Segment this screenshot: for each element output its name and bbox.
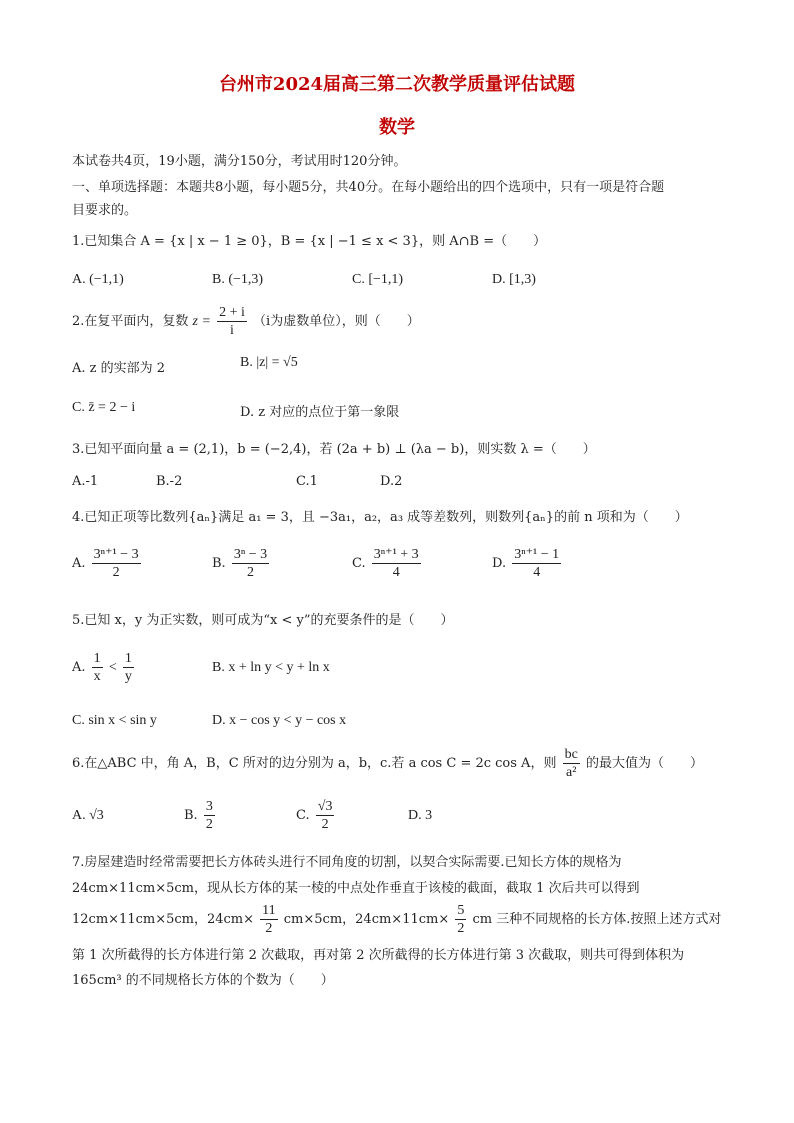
q1-option-b: B. (−1,3) xyxy=(212,272,264,287)
question-4-stem: 4.已知正项等比数列{aₙ}满足 a₁ = 3，且 −3a₁，a₂，a₃ 成等差数列，则数列{aₙ}的前 n 项和为（ ） xyxy=(72,510,688,525)
q4-option-c-label: C. xyxy=(352,556,366,571)
q6-option-b-label: B. xyxy=(184,808,198,823)
q5-option-a-left-den: x xyxy=(93,669,101,684)
q4-option-d-den: 4 xyxy=(533,565,541,580)
question-7-line-3 xyxy=(72,902,721,937)
q5-option-a-left-num: 1 xyxy=(93,651,101,666)
q4-option-b-fraction xyxy=(232,546,269,581)
q2-suffix: （i为虚数单位），则（ ） xyxy=(253,314,420,329)
question-7-line-4: 第 1 次所截得的长方体进行第 2 次截取，再对第 2 次所截得的长方体进行第 3 次截取，则共可得到体积为 xyxy=(72,948,685,963)
q4-option-a-fraction xyxy=(92,546,141,581)
q1-option-a: A. (−1,1) xyxy=(72,272,124,287)
q1-option-d: D. [1,3) xyxy=(492,272,536,287)
q6-option-a-value: √3 xyxy=(89,808,104,823)
subject-title: 数学 xyxy=(379,117,415,138)
q7-fraction-1-num: 11 xyxy=(262,903,276,918)
q7-fraction-1 xyxy=(260,902,277,937)
q6-suffix: 的最大值为（ ） xyxy=(585,756,703,771)
exam-info: 本试卷共4页，19小题，满分150分，考试用时120分钟。 xyxy=(72,154,407,169)
q6-prefix: 6.在△ABC 中，角 A，B，C 所对的边分别为 a，b，c.若 a cos C = 2c cos A，则 xyxy=(72,756,557,771)
q2-option-c: C. z̄ = 2 − i xyxy=(72,400,136,415)
q6-option-d-label: D. xyxy=(408,808,422,823)
q7-fraction-2-den: 2 xyxy=(457,921,465,936)
exam-title: 台州市2024届高三第二次教学质量评估试题 xyxy=(218,74,576,95)
q2-fraction-den: i xyxy=(230,323,234,338)
q5-option-a-op: < xyxy=(108,660,117,675)
q4-option-d-label: D. xyxy=(492,556,507,571)
q5-option-a-right-num: 1 xyxy=(124,651,132,666)
q4-option-c xyxy=(352,546,423,581)
q6-option-b xyxy=(184,798,217,833)
q4-option-c-den: 4 xyxy=(392,565,400,580)
q6-fraction xyxy=(563,746,580,781)
q6-option-c-fraction xyxy=(316,798,335,833)
q6-option-c xyxy=(296,798,336,833)
q2-option-d: D. z 对应的点位于第一象限 xyxy=(240,405,400,420)
q4-option-a-label: A. xyxy=(72,556,86,571)
q5-option-d: D. x − cos y < y − cos x xyxy=(212,713,347,728)
q6-option-c-label: C. xyxy=(296,808,310,823)
q4-option-b xyxy=(212,546,271,581)
q4-option-b-num: 3ⁿ − 3 xyxy=(233,547,268,562)
q4-option-b-den: 2 xyxy=(246,565,254,580)
q3-option-d: D.2 xyxy=(380,474,403,489)
section-heading-cont: 目要求的。 xyxy=(72,203,138,218)
q7-fraction-1-den: 2 xyxy=(265,921,273,936)
q6-option-d-value: 3 xyxy=(425,808,433,823)
q5-option-a-right-den: y xyxy=(124,669,132,684)
q4-option-a-num: 3ⁿ⁺¹ − 3 xyxy=(93,547,139,562)
q6-option-b-den: 2 xyxy=(205,817,213,832)
q4-option-b-label: B. xyxy=(212,556,226,571)
q6-option-d xyxy=(408,808,432,824)
q4-option-d xyxy=(492,546,563,581)
q5-option-a-label: A. xyxy=(72,660,86,675)
q6-option-b-num: 3 xyxy=(205,799,213,814)
q2-fraction xyxy=(217,304,247,339)
q4-option-c-num: 3ⁿ⁺¹ + 3 xyxy=(373,547,419,562)
q4-option-c-fraction xyxy=(372,546,421,581)
question-7-line-5: 165cm³ 的不同规格长方体的个数为（ ） xyxy=(72,973,334,988)
q6-fraction-num: bc xyxy=(564,747,578,762)
q4-option-d-num: 3ⁿ⁺¹ − 1 xyxy=(514,547,560,562)
q7-fraction-2 xyxy=(455,902,466,937)
q3-option-b: B.-2 xyxy=(156,474,183,489)
q7-line3-part-c: cm 三种不同规格的长方体.按照上述方式对 xyxy=(472,912,722,927)
q7-line3-part-a: 12cm×11cm×5cm，24cm× xyxy=(72,912,255,927)
q5-option-b: B. x + ln y < y + ln x xyxy=(212,660,330,675)
q5-option-a xyxy=(72,650,136,685)
q6-option-c-num: √3 xyxy=(317,799,333,814)
q2-option-b: B. |z| = √5 xyxy=(240,355,298,370)
section-heading: 一、单项选择题：本题共8小题，每小题5分，共40分。在每小题给出的四个选项中，只有一项是符合题 xyxy=(72,180,665,195)
q6-option-a-label: A. xyxy=(72,808,86,823)
q2-prefix: 2.在复平面内，复数 xyxy=(72,314,189,329)
question-1-stem: 1.已知集合 A = {x | x − 1 ≥ 0}，B = {x | −1 ≤ x < 3}，则 A∩B =（ ） xyxy=(72,234,547,249)
q3-option-c: C.1 xyxy=(296,474,318,489)
q6-fraction-den: a² xyxy=(565,765,577,780)
question-7-line-1: 7.房屋建造时经常需要把长方体砖头进行不同角度的切割，以契合实际需要.已知长方体的规格为 xyxy=(72,855,622,870)
question-5-stem: 5.已知 x，y 为正实数，则可成为“x < y”的充要条件的是（ ） xyxy=(72,613,454,628)
q4-option-d-fraction xyxy=(512,546,561,581)
q2-z: z = xyxy=(192,314,211,329)
q1-option-c: C. [−1,1) xyxy=(352,272,404,287)
q5-option-a-left-fraction xyxy=(92,650,103,685)
question-6-stem xyxy=(72,746,703,781)
q5-option-a-right-fraction xyxy=(123,650,134,685)
q7-line3-part-b: cm×5cm，24cm×11cm× xyxy=(283,912,450,927)
q2-fraction-num: 2 + i xyxy=(219,305,245,320)
q4-option-a-den: 2 xyxy=(112,565,120,580)
q4-option-a xyxy=(72,546,143,581)
q6-option-a xyxy=(72,808,104,824)
q3-option-a: A.-1 xyxy=(72,474,99,489)
q6-option-c-den: 2 xyxy=(321,817,329,832)
q5-option-c: C. sin x < sin y xyxy=(72,713,157,728)
q6-option-b-fraction xyxy=(204,798,215,833)
q7-fraction-2-num: 5 xyxy=(457,903,465,918)
question-3-stem: 3.已知平面向量 a = (2,1)，b = (−2,4)，若 (2a + b) ⊥ (λa − b)，则实数 λ =（ ） xyxy=(72,442,596,457)
q2-option-a: A. z 的实部为 2 xyxy=(72,361,166,376)
question-7-line-2: 24cm×11cm×5cm，现从长方体的某一棱的中点处作垂直于该棱的截面，截取 1 次后共可以得到 xyxy=(72,881,640,896)
question-2-stem xyxy=(72,304,420,339)
